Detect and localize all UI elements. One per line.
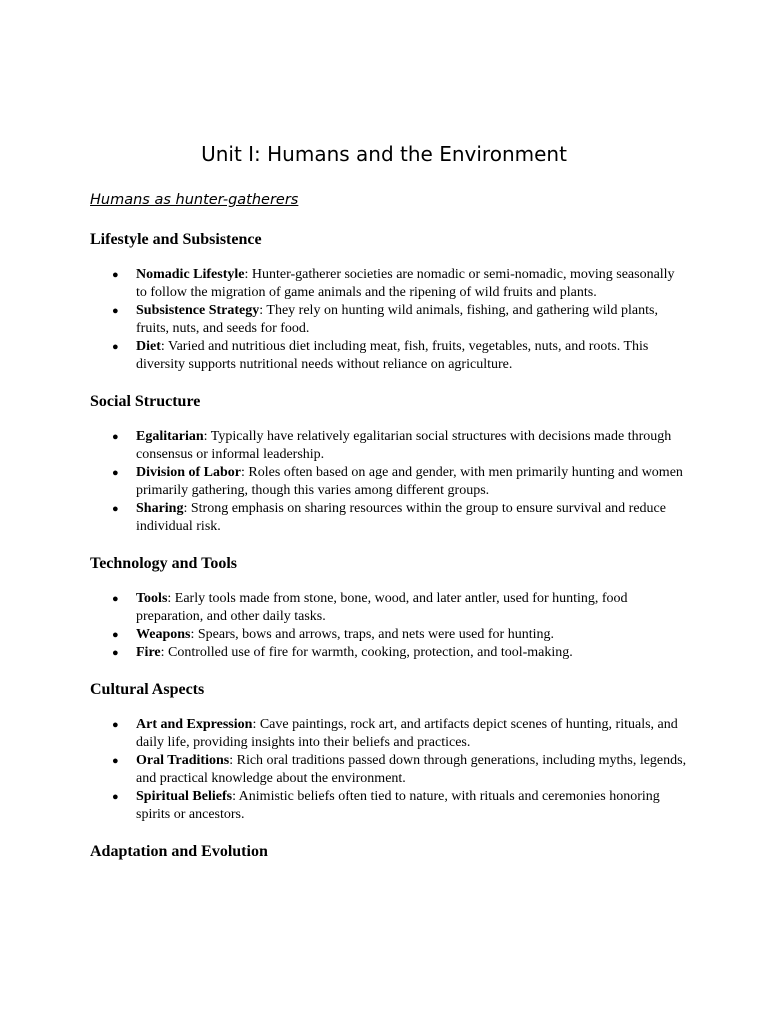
section-adaptation-evolution <box>90 842 688 862</box>
list-item <box>112 266 688 302</box>
item-term: Sharing <box>136 501 184 516</box>
item-text: : Varied and nutritious diet including meat, fish, fruits, vegetables, nuts, and roots. This diversity supports nutritional needs without reliance on agriculture. <box>136 339 649 372</box>
item-text: : Typically have relatively egalitarian social structures with decisions made through consensus or informal leadership. <box>136 429 672 462</box>
item-term: Weapons <box>136 627 191 642</box>
item-term: Division of Labor <box>136 465 242 480</box>
bullet-icon: ● <box>112 719 119 731</box>
bullet-icon: ● <box>112 431 119 443</box>
list-item <box>112 338 688 374</box>
list-item <box>112 428 688 464</box>
item-text: : They rely on hunting wild animals, fishing, and gathering wild plants, fruits, nuts, and seeds for food. <box>136 303 658 336</box>
item-term: Diet <box>136 339 161 354</box>
bullet-icon: ● <box>112 341 119 353</box>
section-heading: Lifestyle and Subsistence <box>90 231 262 248</box>
list-item <box>112 626 688 644</box>
item-term: Subsistence Strategy <box>136 303 260 318</box>
section-heading: Cultural Aspects <box>90 681 205 698</box>
section-technology-tools <box>90 554 688 662</box>
page-subtitle: Humans as hunter-gatherers <box>90 192 299 208</box>
section-heading: Social Structure <box>90 393 201 410</box>
list-item <box>112 716 688 752</box>
bullet-icon: ● <box>112 305 119 317</box>
item-term: Art and Expression <box>136 717 253 732</box>
bullet-icon: ● <box>112 755 119 767</box>
bullet-icon: ● <box>112 647 119 659</box>
item-text: : Roles often based on age and gender, with men primarily hunting and women primarily gathering, though this varies among different groups. <box>136 465 683 498</box>
list-item <box>112 788 688 824</box>
bullet-icon: ● <box>112 629 119 641</box>
item-text: : Strong emphasis on sharing resources within the group to ensure survival and reduce individual risk. <box>136 501 666 534</box>
section-social-structure <box>90 392 688 536</box>
list-item <box>112 302 688 338</box>
page-title: Unit I: Humans and the Environment <box>201 142 567 166</box>
bullet-icon: ● <box>112 791 119 803</box>
item-term: Nomadic Lifestyle <box>136 267 245 282</box>
item-text: : Animistic beliefs often tied to nature, with rituals and ceremonies honoring spirits or ancestors. <box>136 789 660 822</box>
list-item <box>112 464 688 500</box>
bullet-list <box>90 428 688 536</box>
bullet-list <box>90 266 688 374</box>
item-text: : Controlled use of fire for warmth, cooking, protection, and tool-making. <box>160 645 573 660</box>
item-text: : Hunter-gatherer societies are nomadic or semi-nomadic, moving seasonally to follow the migration of game animals and the ripening of wild fruits and plants. <box>136 267 675 300</box>
section-heading: Adaptation and Evolution <box>90 843 268 860</box>
section-heading: Technology and Tools <box>90 555 238 572</box>
bullet-list <box>90 590 688 662</box>
item-term: Egalitarian <box>136 429 204 444</box>
bullet-icon: ● <box>112 467 119 479</box>
bullet-list <box>90 716 688 824</box>
list-item <box>112 752 688 788</box>
bullet-icon: ● <box>112 593 119 605</box>
list-item <box>112 500 688 536</box>
item-term: Fire <box>136 645 161 660</box>
item-term: Spiritual Beliefs <box>136 789 233 804</box>
list-item <box>112 590 688 626</box>
bullet-icon: ● <box>112 269 119 281</box>
item-text: : Cave paintings, rock art, and artifacts depict scenes of hunting, rituals, and daily life, providing insights into their beliefs and practices. <box>136 717 678 750</box>
bullet-icon: ● <box>112 503 119 515</box>
section-lifestyle <box>90 230 688 374</box>
list-item <box>112 644 688 662</box>
item-term: Oral Traditions <box>136 753 230 768</box>
section-cultural-aspects <box>90 680 688 824</box>
item-text: : Early tools made from stone, bone, wood, and later antler, used for hunting, food preparation, and other daily tasks. <box>136 591 628 624</box>
item-text: : Spears, bows and arrows, traps, and nets were used for hunting. <box>190 627 554 642</box>
item-text: : Rich oral traditions passed down through generations, including myths, legends, and practical knowledge about the environment. <box>136 753 687 786</box>
item-term: Tools <box>136 591 168 606</box>
